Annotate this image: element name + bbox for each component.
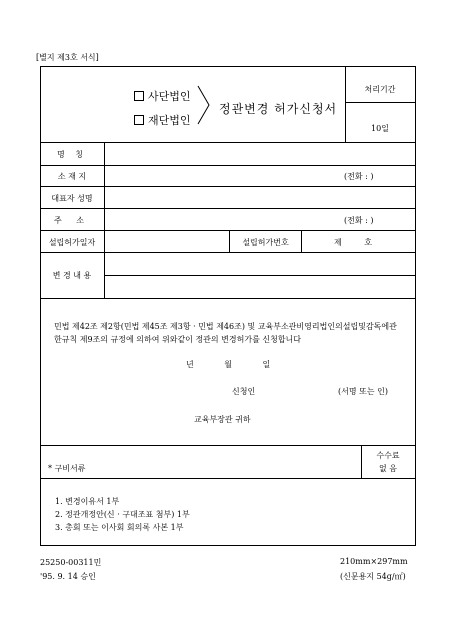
checkbox-foundation[interactable] xyxy=(134,112,191,128)
statement-body: 민법 제42조 제2항(민법 제45조 제3항 · 민법 제46조) 및 교육부소관비영리법인의설립및감독에관한규칙 제9조의 규정에 의하여 위와같이 정관의 변경허가를 신청합니다 xyxy=(54,322,397,344)
phone-label-2: (전화 : ) xyxy=(344,216,374,225)
row-line xyxy=(40,298,415,299)
name-field[interactable] xyxy=(105,143,414,165)
phone-label-1: (전화 : ) xyxy=(344,172,374,181)
representative-field[interactable] xyxy=(105,187,414,208)
addressee: 교육부장관 귀하 xyxy=(194,415,251,424)
permit-number-format[interactable]: 제 호 xyxy=(334,238,382,247)
document-item: 3. 총회 또는 이사회 회의록 사본 1부 xyxy=(55,523,184,532)
approval-date: '95. 9. 14 승인 xyxy=(40,572,96,581)
form-header-label: [별지 제3호 서식] xyxy=(36,53,99,62)
address-field[interactable] xyxy=(105,166,335,186)
paper-spec: (신문용지 54g/㎡) xyxy=(340,572,406,581)
permit-number-label: 설립허가번호 xyxy=(242,238,289,247)
address-label: 소 재 지 xyxy=(57,172,87,181)
representative-label: 대표자 성명 xyxy=(51,194,93,203)
residence-field[interactable] xyxy=(105,209,335,230)
processing-period-label: 처리기간 xyxy=(364,85,396,94)
signature-note[interactable]: (서명 또는 인) xyxy=(338,387,388,396)
row-line xyxy=(40,445,415,446)
required-documents-label: * 구비서류 xyxy=(48,464,86,473)
row-line xyxy=(40,478,415,479)
name-label: 명 칭 xyxy=(57,150,87,159)
changes-label: 변 경 내 용 xyxy=(52,271,92,280)
form-frame xyxy=(40,66,416,546)
form-title: 정관변경 허가신청서 xyxy=(219,102,338,116)
processing-period-value: 10일 xyxy=(371,124,389,133)
form-code: 25250-00311민 xyxy=(40,558,102,567)
checkbox-2-label: 재단법인 xyxy=(148,114,191,127)
brace-icon xyxy=(196,84,212,126)
period-divider xyxy=(345,102,415,103)
fee-value: 없 음 xyxy=(379,464,397,473)
checkbox-icon[interactable] xyxy=(134,115,144,125)
permit-date-field[interactable] xyxy=(105,231,229,252)
document-item: 2. 정관개정안(신 · 구대조표 첨부) 1부 xyxy=(55,510,190,519)
fee-label: 수수료 xyxy=(376,451,400,460)
changes-field[interactable] xyxy=(105,253,414,298)
date-line[interactable]: 년 월 일 xyxy=(186,360,271,369)
paper-size: 210mm×297mm xyxy=(340,557,408,566)
document-item: 1. 변경이유서 1부 xyxy=(55,497,120,506)
permit-date-label: 설립허가일자 xyxy=(48,238,96,247)
residence-label: 주 소 xyxy=(54,216,90,225)
checkbox-icon[interactable] xyxy=(134,91,144,101)
checkbox-1-label: 사단법인 xyxy=(148,90,191,103)
checkbox-corporation[interactable] xyxy=(134,88,191,104)
applicant-label: 신청인 xyxy=(232,387,256,396)
